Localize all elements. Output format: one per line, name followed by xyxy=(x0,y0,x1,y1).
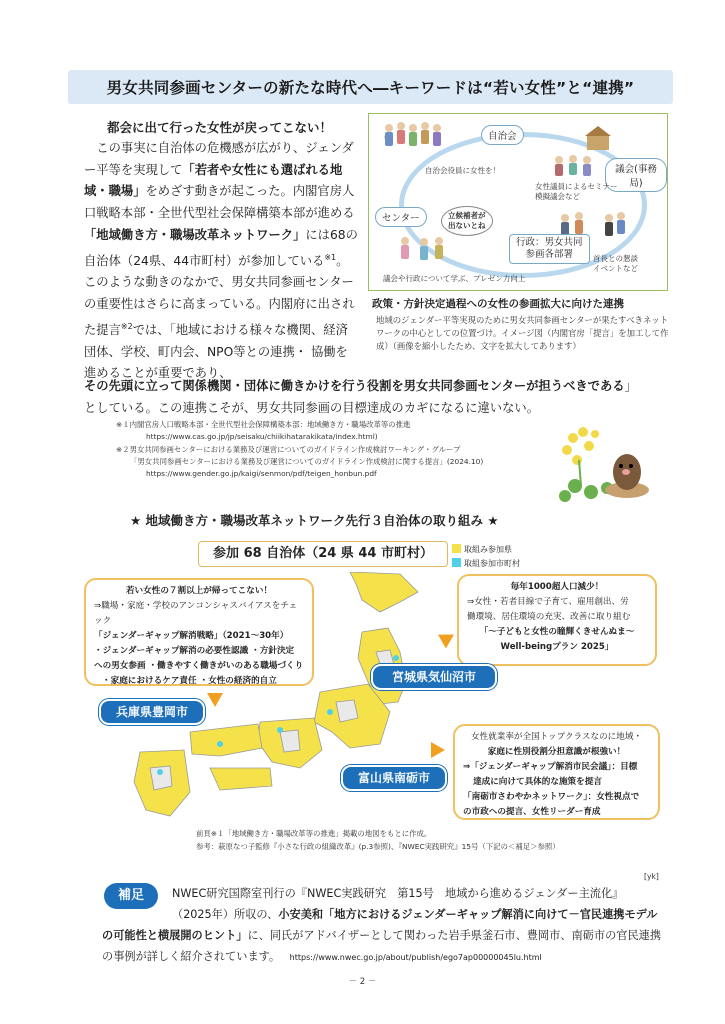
kesennuma-line-1: ⇒女性・若者目線で子育て、雇用創出、労 xyxy=(467,597,629,607)
map-note-1: 前頁※１「地域働き方・職場改革等の推進」掲載の地図をもとに作成。 xyxy=(196,829,432,838)
participant-count: 参加 68 自治体（24 県 44 市町村） xyxy=(198,541,448,567)
diagram-caption-title: 政策・方針決定過程への女性の参画拡大に向けた連携 xyxy=(372,298,624,310)
toyooka-line-2: 「ジェンダーギャップ解消戦略」（2021～30年） xyxy=(94,631,289,641)
node-admin-note: 首長との懇談 イベントなど xyxy=(593,254,638,273)
legend-cyan-swatch xyxy=(452,558,461,567)
section2-title: ★ 地域働き方・職場改革ネットワーク先行３自治体の取り組み ★ xyxy=(130,513,499,528)
nanto-arrow xyxy=(431,742,445,758)
supplement-c: 小安美和「地方におけるジェンダーギャップ解消に向けて－官民連携モデルの可能性と横展開のヒント」 xyxy=(102,908,658,942)
body-h: その先頭に立って関係機関・団体に働きかけを行う役割を男女共同参画センターが担うべきである xyxy=(84,379,625,393)
section-subhead: 都会に出て行った女性が戻ってこない！ xyxy=(107,120,333,135)
diagram-caption: 地域のジェンダー平等実現のために男女共同参画センターが果たすべきネットワークの中心としての位置づけ。イメージ図（内閣官房「提言」を加工して作成）（画像を縮小したため、文字を拡大してあります） xyxy=(376,315,669,351)
map-legend xyxy=(452,543,520,571)
body-i: 」としている。この連携こそが、男女共同参画の目標達成のカギになるに違いない。 xyxy=(84,379,637,415)
assembly-building-icon xyxy=(585,126,611,150)
map-source-note xyxy=(196,827,560,853)
body-f: 。このような動きのなかで、男女共同参画センターの重要性はさらに高まっている。内閣府に出された提言 xyxy=(84,253,355,337)
mole-flowers-illustration xyxy=(555,420,660,505)
nanto-line-4: 達成に向けて具体的な施策を提言 xyxy=(473,777,602,787)
body-b: 「若者や女性にも選ばれる地域・職場」 xyxy=(84,162,343,199)
body-text-full xyxy=(84,376,644,419)
legend-city-label: 取組参加市町村 xyxy=(464,559,520,568)
nanto-line-6: の市政への提言、女性リーダー育成 xyxy=(463,807,601,817)
kesennuma-title: 毎年1000超人口減少！ xyxy=(510,582,604,592)
kesennuma-line-3: 「～子どもと女性の瞳輝くきせんぬま～ xyxy=(479,627,635,637)
supplement-b: （2025年）所収の、 xyxy=(172,908,279,921)
body-g: では、「地域における様々な機関、経済団体、学校、町内会、NPO等との連携・ 協働を進めることが重要であり、 xyxy=(84,322,348,381)
nanto-line-3: ⇒「ジェンダーギャップ解消市民会議」：目標 xyxy=(463,762,638,772)
footnote-1-url: https://www.cas.go.jp/jp/seisaku/chiikihatarakikata/index.html) xyxy=(146,432,378,442)
node-assembly: 議会(事務局) xyxy=(605,158,667,192)
footnote-ref-2: ※2 xyxy=(120,321,133,331)
toyooka-title: 若い女性の７割以上が帰ってこない！ xyxy=(125,586,273,596)
kesennuma-box xyxy=(457,574,657,666)
shikoku xyxy=(210,768,272,790)
toyooka-arrow xyxy=(207,693,223,707)
legend-prefecture-label: 取組み参加県 xyxy=(464,545,512,554)
footnote-ref-1: ※1 xyxy=(324,252,337,262)
chugoku xyxy=(190,724,262,756)
nanto-line-2: 家庭に性別役割分担意識が根強い！ xyxy=(487,747,626,757)
toyooka-line-4: への男女参画 ・働きやすく働きがいのある職場づくり xyxy=(94,661,304,671)
toyooka-line-1: ⇒職場・家庭・学校のアンコンシャスバイアスをチェック xyxy=(94,601,298,626)
legend-prefecture xyxy=(452,543,520,557)
footnote-2: ※２男女共同参画センターにおける業務及び運営についてのガイドライン作成検討ワーキング・グループ xyxy=(116,444,461,454)
node-assembly-note: 女性議員によるセミナー 模擬議会など xyxy=(535,182,618,201)
supplement-a: NWEC研究国際室刊行の『NWEC実践研究 第15号 地域から進めるジェンダー主流化』 xyxy=(172,887,624,900)
diagram-bottom-note: 議会や行政について学ぶ、プレゼン力向上 xyxy=(383,274,526,283)
body-a: この事実に自治体の危機感が広がり、ジェンダー平等を実現して xyxy=(84,141,354,177)
footnotes xyxy=(116,419,586,480)
network-diagram xyxy=(368,113,668,291)
body-text-left xyxy=(84,138,360,385)
toyooka-line-3: ・ジェンダーギャップ解消の必要性認識 ・方針決定 xyxy=(94,646,295,656)
hokkaido xyxy=(350,572,418,612)
body-c: をめざす動きが起こった。内閣官房人口戦略本部・全世代型社会保障構築本部が進める xyxy=(84,184,355,221)
supplement-text xyxy=(102,883,662,968)
node-center: センター xyxy=(375,207,427,227)
footnote-2-title: 「男女共同参画センターにおける業務及び運営についてのガイドライン作成検討に関する提言」(2024.10) xyxy=(130,456,484,466)
supplement-url[interactable]: https://www.nwec.go.jp/about/publish/ego7ap00000045lu.html xyxy=(289,953,542,962)
city-label-kesennuma: 宮城県気仙沼市 xyxy=(371,664,497,690)
node-council-note: 自治会役員に女性を！ xyxy=(425,166,500,175)
author-initials: [yk] xyxy=(644,872,659,881)
toyooka-box xyxy=(84,578,314,686)
section-banner xyxy=(68,70,673,104)
nanto-line-5: 「南砺市さわやかネットワーク」：女性視点で xyxy=(463,792,640,802)
nanto-line-1: 女性就業率が全国トップクラスなのに地域・ xyxy=(470,732,643,742)
legend-yellow-swatch xyxy=(452,544,461,553)
page-number: － 2 － xyxy=(348,977,377,987)
body-e: には68の自治体（24県、44市町村）が参加している xyxy=(84,227,358,268)
kesennuma-line-2: 働環境、居住環境の充実、改善に取り組む xyxy=(467,612,631,622)
node-admin: 行政：男女共同 参画各部署 xyxy=(509,234,590,264)
supplement-d: に、同氏がアドバイザーとして関わった岩手県釜石市、豊岡市、南砺市の官民連携の事例が詳しく紹介されています。 xyxy=(102,929,662,963)
map-note-2: 参考：萩原なつ子監修『小さな行政の組織改革』(p.3参照)、『NWEC実践研究』15号（下記の＜補足＞参照） xyxy=(196,842,560,851)
footnote-1: ※１内閣官房人口戦略本部・全世代型社会保障構築本部：地域働き方・職場改革等の推進 xyxy=(116,420,411,429)
city-label-toyooka: 兵庫県豊岡市 xyxy=(99,699,205,725)
center-speech-bubble: 立候補者が 出ないとね xyxy=(441,206,493,236)
supplement-badge: 補足 xyxy=(104,883,158,909)
legend-city xyxy=(452,557,520,571)
banner-title: 男女共同参画センターの新たな時代へ―キーワードは“若い女性”と“連携” xyxy=(106,79,635,97)
node-council: 自治会 xyxy=(481,125,524,145)
body-d: 「地域働き方・職場改革ネットワーク」 xyxy=(84,227,306,242)
city-label-nanto: 富山県南砺市 xyxy=(341,765,447,791)
footnote-2-url: https://www.gender.go.jp/kaigi/senmon/pdf/teigen_honbun.pdf xyxy=(146,469,377,479)
toyooka-line-5: ・家庭におけるケア責任 ・女性の経済的自立 xyxy=(102,676,277,686)
kesennuma-line-4: Well-beingプラン 2025」 xyxy=(500,642,614,652)
nanto-box xyxy=(453,724,660,820)
